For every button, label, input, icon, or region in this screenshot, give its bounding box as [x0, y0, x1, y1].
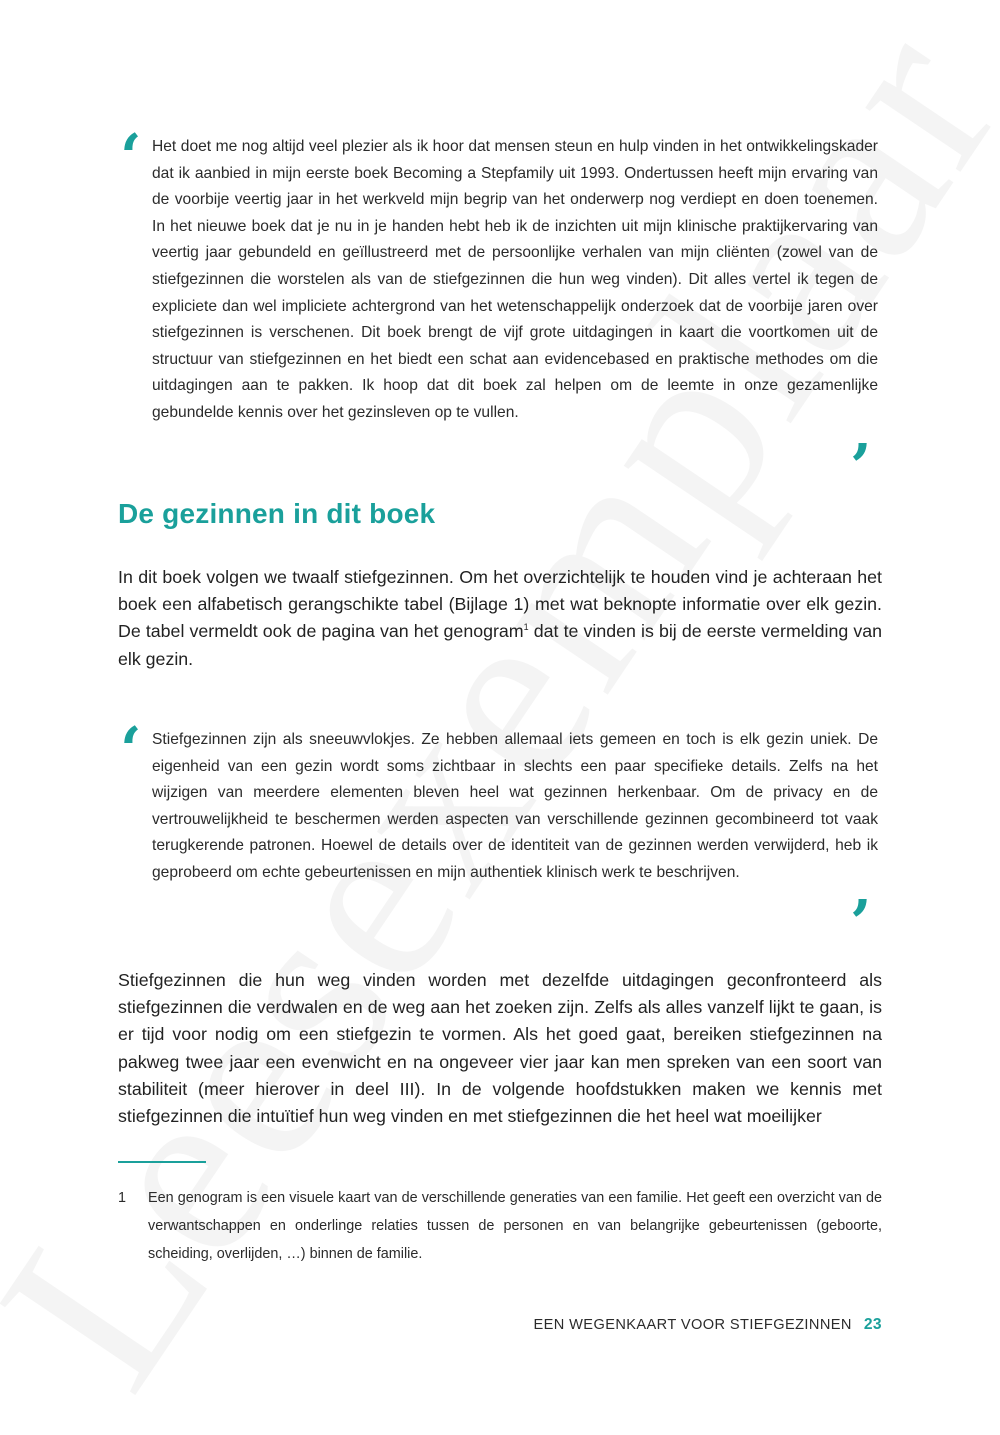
- running-title: EEN WEGENKAART VOOR STIEFGEZINNEN: [533, 1317, 852, 1333]
- body-paragraph-1: [118, 564, 882, 673]
- quote-block-2: [118, 713, 878, 959]
- footnote-number: 1: [118, 1190, 127, 1206]
- body-paragraph-2: Stiefgezinnen die hun weg vinden worden met dezelfde uitdagingen geconfronteerd als stiefgezinnen die verdwalen en de weg aan het zoeken zijn. Zelfs als alles vanzelf lijkt te gaan, is er tijd voor nodig om een stiefgezin te vormen. Als het goed gaat, bereiken stiefgezinnen na pakweg twee jaar een evenwicht en na ongeveer vier jaar kan men spreken van een soort van stabiliteit (meer hierover in deel III). In de volgende hoofdstukken maken we kennis met stiefgezinnen die intuïtief hun weg vinden en met stiefgezinnen die het heel wat moeilijker: [118, 970, 882, 1127]
- paragraph-text-after: dat te vinden is bij de eerste vermelding van elk gezin.: [118, 621, 883, 669]
- quote-text: Stiefgezinnen zijn als sneeuwvlokjes. Ze hebben allemaal iets gemeen en toch is elk gezin uniek. De eigenheid van een gezin wordt soms zichtbaar in slechts een paar specifieke details. Zelfs na het wijzigen van meerdere elementen bleven heel wat gezinnen herkenbaar. Om de privacy en de vertrouwelijkheid te beschermen werden aspecten van verschillende gezinnen gecombineerd tot vaak terugkerende patronen. Hoewel de details over de identiteit van de gezinnen werden verwijderd, heb ik geprobeerd om echte gebeurtenissen en mijn authentiek klinisch werk te beschrijven.: [152, 731, 878, 881]
- footnote-divider: [118, 1161, 206, 1163]
- open-quote-icon: ‘: [120, 713, 142, 786]
- page-footer: [533, 1316, 882, 1334]
- paragraph-text-before: In dit boek volgen we twaalf stiefgezinnen. Om het overzichtelijk te houden vind je achteraan het boek een alfabetisch gerangschikte tabel (Bijlage 1) met wat beknopte informatie over elk gezin. De tabel vermeldt ook de pagina van het genogram: [118, 567, 882, 642]
- quote-block-1: [118, 120, 878, 503]
- section-heading: De gezinnen in dit boek: [118, 498, 436, 529]
- page-number: 23: [863, 1316, 882, 1333]
- quote-text: Het doet me nog altijd veel plezier als ik hoor dat mensen steun en hulp vinden in het ontwikkelingskader dat ik aanbied in mijn eerste boek Becoming a Stepfamily uit 1993. Ondertussen heeft mijn ervaring van de voorbije veertig jaar in het werkveld mijn begrip van het onderwerp nog verdiept en doen toenemen. In het nieuwe boek dat je nu in je handen hebt heb ik de inzichten uit mijn klinische praktijkervaring van veertig jaar gebundeld en geïllustreerd met de persoonlijke verhalen van mijn cliënten (zowel van de stiefgezinnen die worstelen als van de stiefgezinnen die hun weg vinden). Dit alles vertel ik tegen de expliciete dan wel impliciete achtergrond van het wetenschappelijk onderzoek dat de voorbije jaren over stiefgezinnen is verschenen. Dit boek brengt de vijf grote uitdagingen in kaart die voortkomen uit de structuur van stiefgezinnen en het biedt een schat aan evidencebased en praktische methodes om die uitdagingen aan te pakken. Ik hoop dat dit boek zal helpen om de leemte in onze gezamenlijke gebundelde kennis over het gezinsleven op te vullen.: [152, 138, 878, 421]
- footnote: [118, 1184, 882, 1268]
- close-quote-icon: ’: [850, 886, 872, 959]
- footnote-reference: 1: [523, 622, 529, 633]
- open-quote-icon: ‘: [120, 120, 142, 193]
- close-quote-icon: ’: [850, 430, 872, 503]
- footnote-text: Een genogram is een visuele kaart van de verschillende generaties van een familie. Het geeft een overzicht van de verwantschappen en onderlinge relaties tussen de personen en van belangrijke gebeurtenissen (geboorte, scheiding, overlijden, …) binnen de familie.: [148, 1190, 882, 1262]
